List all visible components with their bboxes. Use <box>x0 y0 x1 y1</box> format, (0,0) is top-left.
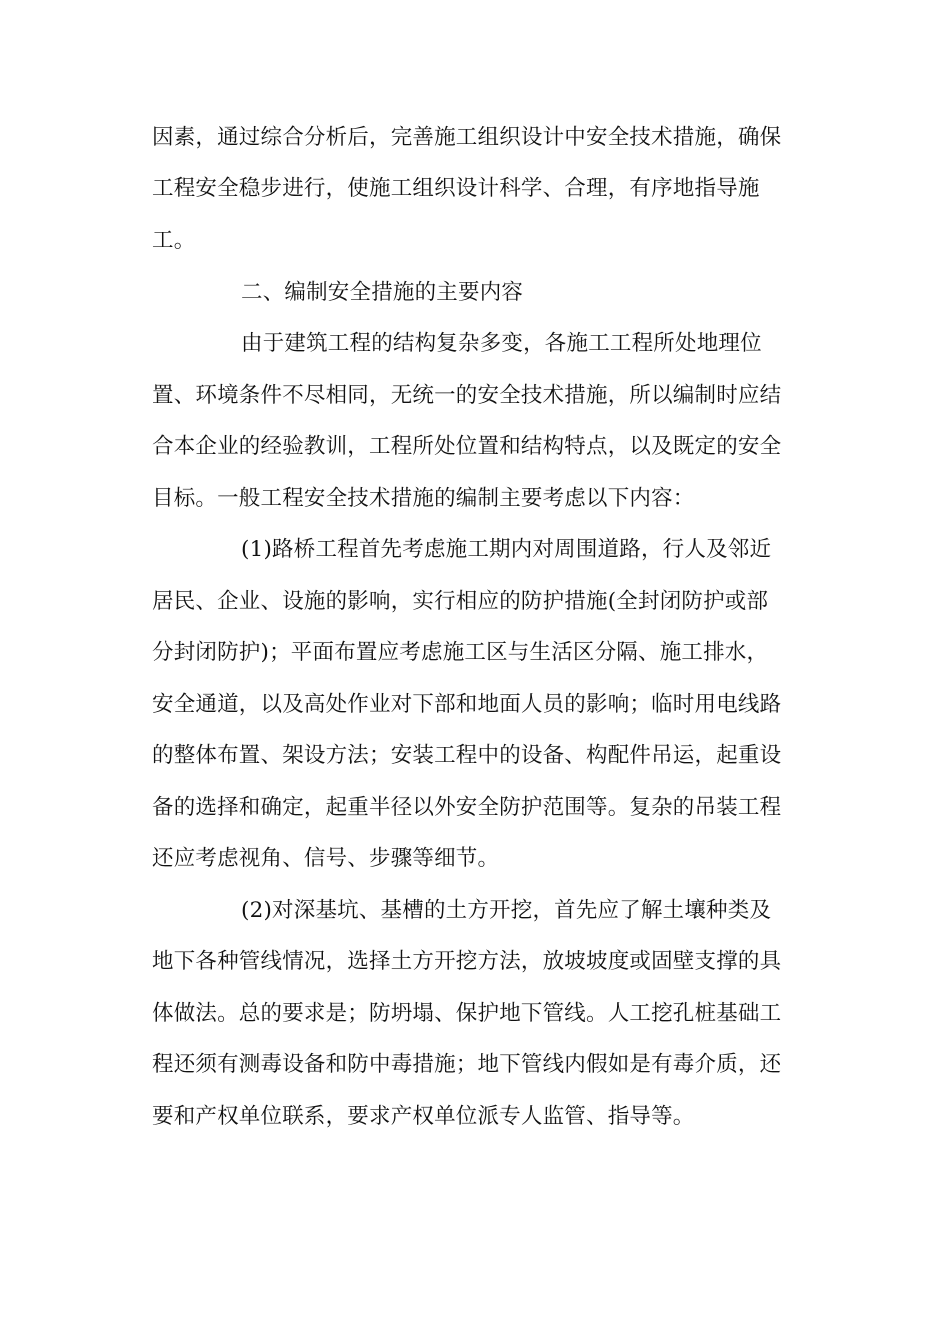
text-line: (2)对深基坑、基槽的土方开挖，首先应了解土壤种类及 <box>241 898 772 923</box>
text-line: 由于建筑工程的结构复杂多变，各施工工程所处地理位 <box>241 331 762 356</box>
text-line: 置、环境条件不尽相同，无统一的安全技术措施，所以编制时应结 <box>152 383 782 408</box>
text-line: 程还须有测毒设备和防中毒措施；地下管线内假如是有毒介质，还 <box>152 1052 782 1077</box>
text-line: 安全通道，以及高处作业对下部和地面人员的影响；临时用电线路 <box>152 692 782 717</box>
text-line: 的整体布置、架设方法；安装工程中的设备、构配件吊运，起重设 <box>152 743 782 768</box>
text-line: 分封闭防护)；平面布置应考虑施工区与生活区分隔、施工排水， <box>152 640 769 665</box>
text-line: 工程安全稳步进行，使施工组织设计科学、合理，有序地指导施 <box>152 176 760 201</box>
text-line: 因素，通过综合分析后，完善施工组织设计中安全技术措施，确保 <box>152 125 782 150</box>
text-line: 工。 <box>152 228 196 253</box>
text-line: 居民、企业、设施的影响，实行相应的防护措施(全封闭防护或部 <box>152 589 769 614</box>
text-line: 还应考虑视角、信号、步骤等细节。 <box>152 846 500 871</box>
text-line: 目标。一般工程安全技术措施的编制主要考虑以下内容： <box>152 486 695 511</box>
text-line: 备的选择和确定，起重半径以外安全防护范围等。复杂的吊装工程 <box>152 795 782 820</box>
text-line: 要和产权单位联系，要求产权单位派专人监管、指导等。 <box>152 1104 695 1129</box>
text-line: (1)路桥工程首先考虑施工期内对周围道路，行人及邻近 <box>241 537 772 562</box>
text-line: 体做法。总的要求是；防坍塌、保护地下管线。人工挖孔桩基础工 <box>152 1001 782 1026</box>
section-heading: 二、编制安全措施的主要内容 <box>241 280 524 305</box>
text-line: 合本企业的经验教训，工程所处位置和结构特点，以及既定的安全 <box>152 434 782 459</box>
text-line: 地下各种管线情况，选择土方开挖方法，放坡坡度或固壁支撑的具 <box>152 949 782 974</box>
